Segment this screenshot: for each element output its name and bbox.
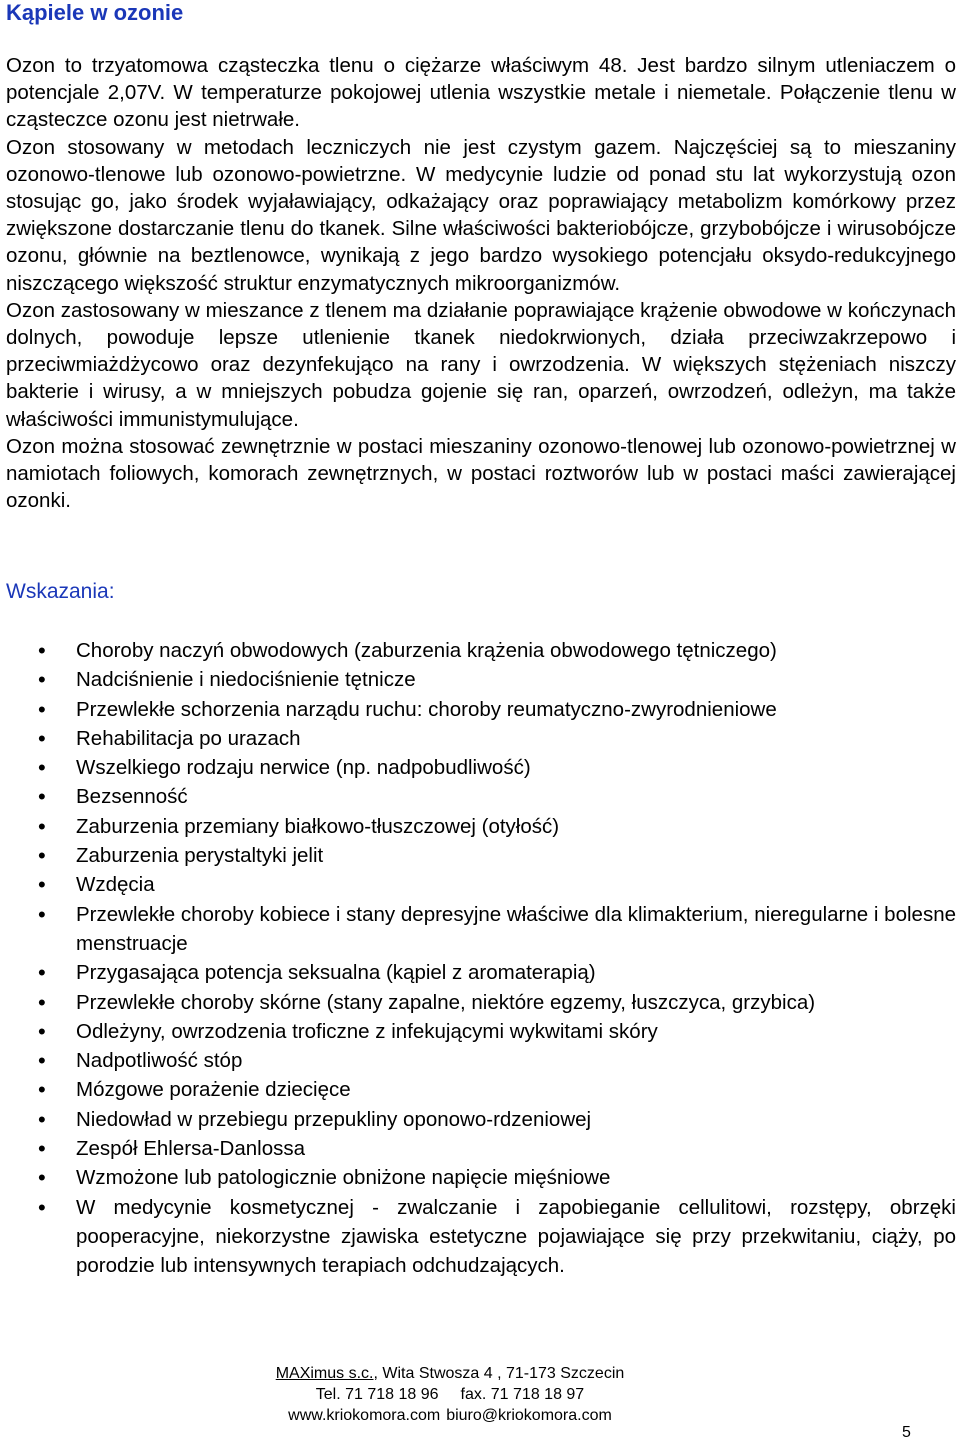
list-item: • Rehabilitacja po urazach <box>6 724 956 753</box>
list-item: • Zaburzenia perystaltyki jelit <box>6 841 956 870</box>
list-item: • Nadciśnienie i niedociśnienie tętnicze <box>6 665 956 694</box>
email-link[interactable]: biuro@kriokomora.com <box>446 1407 612 1424</box>
indications-heading: Wskazania: <box>6 580 115 603</box>
list-item: • Mózgowe porażenie dziecięce <box>6 1075 956 1104</box>
indications-list <box>6 636 956 1281</box>
list-item: • Przewlekłe choroby skórne (stany zapalne, niektóre egzemy, łuszczyca, grzybica) <box>6 988 956 1017</box>
list-item: • Przygasająca potencja seksualna (kąpiel z aromaterapią) <box>6 958 956 987</box>
footer-phone-line <box>200 1384 700 1405</box>
list-item: • Zespół Ehlersa-Danlossa <box>6 1134 956 1163</box>
page-footer <box>200 1363 700 1426</box>
footer-address-line <box>200 1363 700 1384</box>
fax-number: fax. 71 718 18 97 <box>460 1386 585 1403</box>
intro-paragraph: Ozon stosowany w metodach leczniczych nie jest czystym gazem. Najczęściej są to mieszaniny ozonowo-tlenowe lub ozonowo-powietrzne. W medycynie ludzie od ponad stu lat wykorzystują ozon stosując go, jako środek wyjaławiający, odkażający oraz poprawiający metabolizm komórkowy przez zwiększone dostarczanie tlenu do tkanek. Silne właściwości bakteriobójcze, grzybobójcze i wirusobójcze ozonu, głównie na beztlenowce, wynikają z jego bardzo wysokiego potencjału oksydo-redukcyjnego niszczącego większość struktur enzymatycznych mikroorganizmów. <box>6 135 956 295</box>
page-number: 5 <box>902 1424 911 1441</box>
list-item: • Wszelkiego rodzaju nerwice (np. nadpobudliwość) <box>6 753 956 782</box>
list-item: • Niedowład w przebiegu przepukliny oponowo-rdzeniowej <box>6 1105 956 1134</box>
list-item: • Choroby naczyń obwodowych (zaburzenia krążenia obwodowego tętniczego) <box>6 636 956 665</box>
list-item: • Przewlekłe choroby kobiece i stany depresyjne właściwe dla klimakterium, nieregularne i bolesne menstruacje <box>6 900 956 959</box>
list-item: • Zaburzenia przemiany białkowo-tłuszczowej (otyłość) <box>6 812 956 841</box>
intro-paragraph: Ozon zastosowany w mieszance z tlenem ma działanie poprawiające krążenie obwodowe w kończynach dolnych, powoduje lepsze utlenienie tkanek niedokrwionych, działa przeciwzakrzepowo i przeciwmiażdżycowo oraz dezynfekująco na rany i owrzodzenia. W większych stężeniach niszczy bakterie i wirusy, a w mniejszych pobudza gojenie się ran, oparzeń, owrzodzeń, odleżyn, ma także właściwości immunistymulujące. <box>6 298 956 431</box>
list-item: • Bezsenność <box>6 782 956 811</box>
list-item: • W medycynie kosmetycznej - zwalczanie i zapobieganie cellulitowi, rozstępy, obrzęki pooperacyjne, niekorzystne zjawiska estetyczne pojawiające się przy przekwitaniu, ciąży, po porodzie lub intensywnych terapiach odchudzających. <box>6 1193 956 1281</box>
list-item: • Przewlekłe schorzenia narządu ruchu: choroby reumatyczno-zwyrodnieniowe <box>6 695 956 724</box>
list-item: • Odleżyny, owrzodzenia troficzne z infekującymi wykwitami skóry <box>6 1017 956 1046</box>
list-item: • Wzdęcia <box>6 870 956 899</box>
footer-web-line <box>200 1405 700 1426</box>
company-address: , Wita Stwosza 4 , 71-173 Szczecin <box>373 1365 625 1382</box>
phone-number: Tel. 71 718 18 96 <box>315 1386 439 1403</box>
intro-text <box>6 52 956 514</box>
intro-paragraph: Ozon to trzyatomowa cząsteczka tlenu o ciężarze właściwym 48. Jest bardzo silnym utleniaczem o potencjale 2,07V. W temperaturze pokojowej utlenia wszystkie metale i niemetale. Połączenie tlenu w cząsteczce ozonu jest nietrwałe. <box>6 54 956 132</box>
intro-paragraph: Ozon można stosować zewnętrznie w postaci mieszaniny ozonowo-tlenowej lub ozonowo-powietrznej w namiotach foliowych, komorach zewnętrznych, w postaci roztworów lub w postaci maści zawierającej ozonki. <box>6 434 956 513</box>
list-item: • Wzmożone lub patologicznie obniżone napięcie mięśniowe <box>6 1163 956 1192</box>
page-title: Kąpiele w ozonie <box>6 0 184 25</box>
company-name: MAXimus s.c. <box>275 1365 374 1382</box>
website-link[interactable]: www.kriokomora.com <box>288 1407 441 1424</box>
list-item: • Nadpotliwość stóp <box>6 1046 956 1075</box>
